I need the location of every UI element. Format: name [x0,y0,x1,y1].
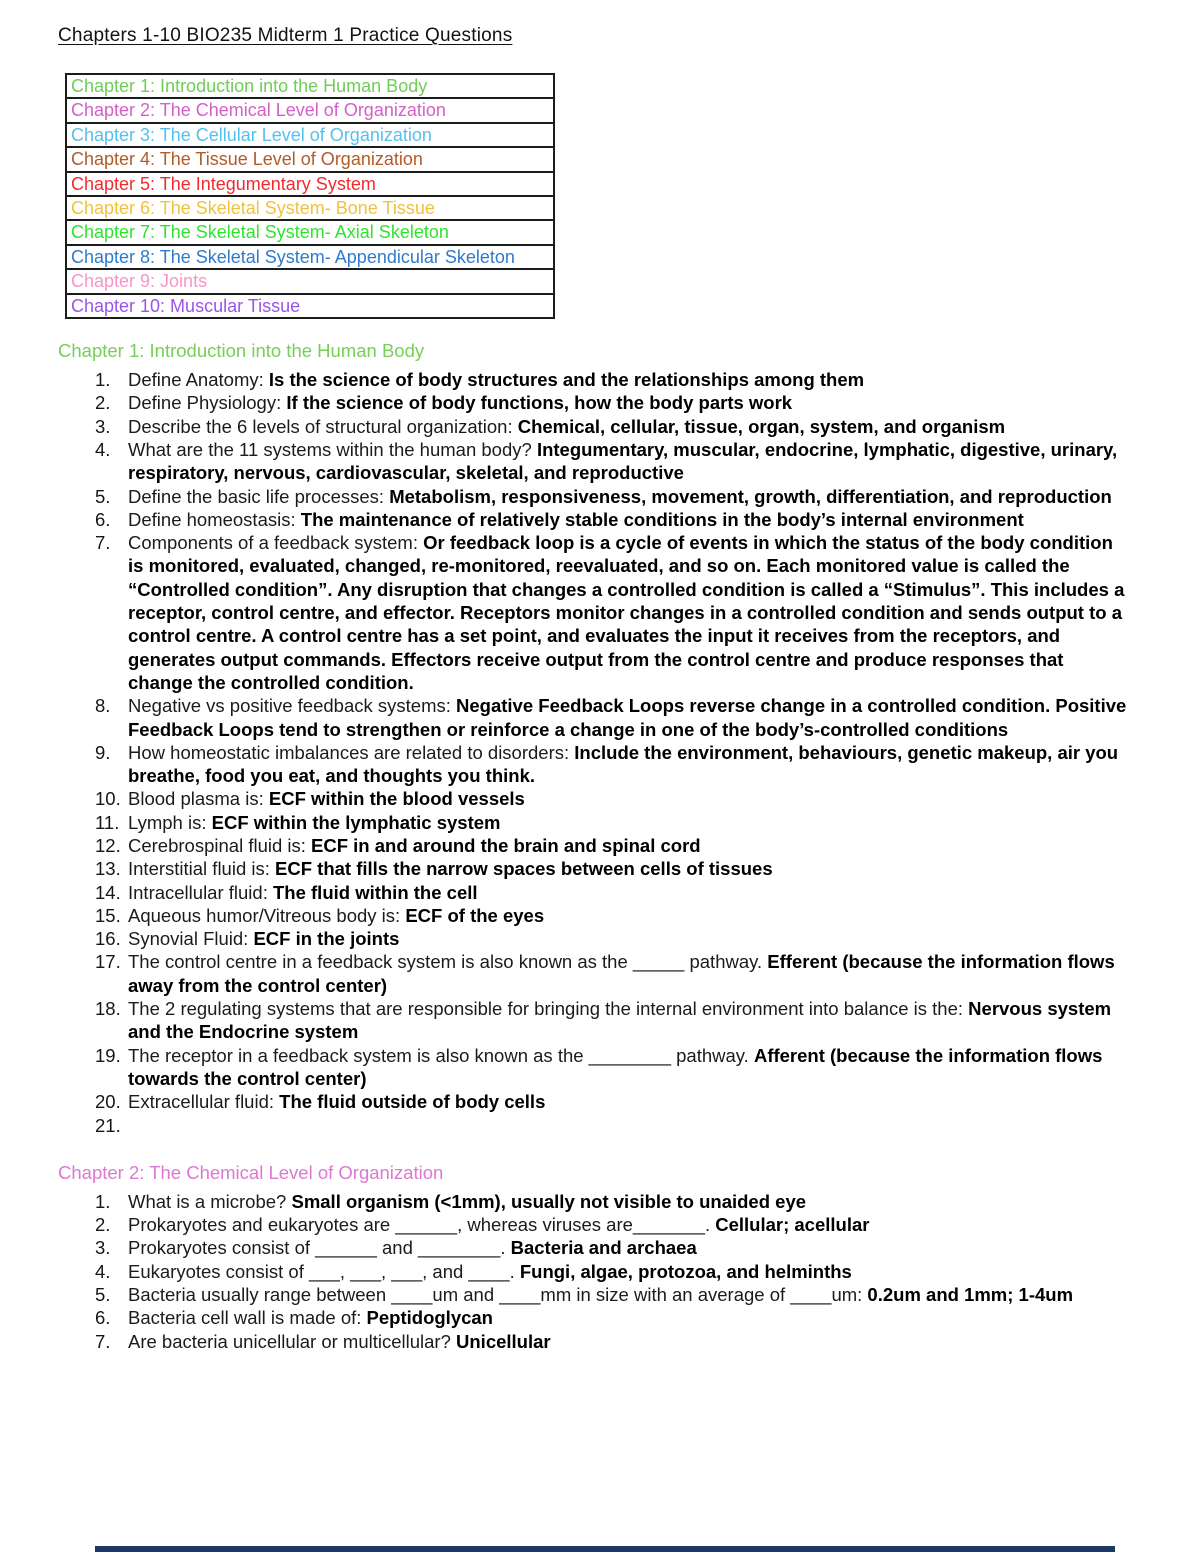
chapter-index-label: Chapter 2: The Chemical Level of Organization [66,98,554,122]
item-text [128,1044,1133,1091]
question-text: Describe the 6 levels of structural organization: [128,415,518,437]
item-number: 7. [95,532,111,554]
answer-text: ECF within the lymphatic system [211,811,501,833]
item-number: 16. [95,928,121,950]
item-number: 17. [95,951,121,973]
question-text: Intracellular fluid: [128,881,273,903]
answer-text: ECF in and around the brain and spinal cord [311,835,701,856]
item-number: 11. [95,811,120,833]
item-text [128,391,792,414]
answer-text: Chemical, cellular, tissue, organ, system, and organism [517,415,1006,437]
question-item [58,811,1160,834]
question-text: Prokaryotes consist of ______ and ________. [128,1237,511,1259]
question-text: Aqueous humor/Vitreous body is: [128,904,406,926]
item-number: 10. [95,788,121,810]
question-item [58,1090,1160,1113]
sections-container [58,340,1160,1353]
item-text [128,834,701,857]
table-row [66,269,554,293]
item-number: 2. [95,1214,111,1236]
answer-text: Unicellular [456,1330,551,1352]
question-item [58,857,1160,880]
item-number: 14. [95,881,121,903]
table-row [66,74,554,98]
chapter-index-label: Chapter 10: Muscular Tissue [66,294,554,318]
item-text [128,1283,1073,1306]
item-number: 9. [95,741,111,763]
item-text [128,1306,493,1329]
answer-text: Is the science of body structures and the relationships among them [268,369,865,391]
question-item [58,438,1160,485]
item-text [128,811,501,834]
table-row [66,294,554,318]
question-text: Components of a feedback system: [128,532,424,554]
item-text [128,508,1024,531]
answer-text: If the science of body functions, how the body parts work [286,392,793,414]
question-text: The receptor in a feedback system is also known as the ________ pathway. [128,1044,754,1066]
question-text: Prokaryotes and eukaryotes are ______, whereas viruses are_______. [128,1214,716,1236]
chapter-index-label: Chapter 8: The Skeletal System- Appendicular Skeleton [66,245,554,269]
question-item [58,1213,1160,1236]
answer-text: The fluid outside of body cells [279,1091,546,1113]
item-text [128,531,1133,694]
question-text: What is a microbe? [128,1190,292,1212]
chapter-index-label: Chapter 6: The Skeletal System- Bone Tissue [66,196,554,220]
question-item [58,531,1160,694]
answer-text: The maintenance of relatively stable conditions in the body’s internal environment [300,508,1024,530]
answer-text: Small organism (<1mm), usually not visible to unaided eye [291,1190,807,1212]
item-text [128,1236,697,1259]
item-number: 1. [95,1190,111,1212]
item-number: 6. [95,508,111,530]
question-item [58,485,1160,508]
item-text [128,950,1133,997]
item-number: 20. [95,1091,121,1113]
item-text [128,881,478,904]
item-number: 5. [95,485,111,507]
answer-text: Integumentary, muscular, endocrine, lymphatic, digestive, urinary, respiratory, nervous, cardiovascular, skeletal, and reproductive [128,438,1118,484]
item-text [128,997,1133,1044]
question-text: Bacteria cell wall is made of: [128,1307,367,1329]
section-heading: Chapter 2: The Chemical Level of Organization [58,1161,444,1183]
question-text: Define the basic life processes: [128,485,390,507]
question-item [58,904,1160,927]
item-text [128,1213,869,1236]
chapter-index-label: Chapter 4: The Tissue Level of Organization [66,147,554,171]
answer-text: ECF in the joints [253,928,400,950]
question-item [58,834,1160,857]
question-list [58,1190,1160,1353]
chapter-index-label: Chapter 5: The Integumentary System [66,172,554,196]
chapter-section [58,340,1160,1137]
question-item [58,1306,1160,1329]
question-text: How homeostatic imbalances are related to disorders: [128,741,575,763]
question-item [58,1236,1160,1259]
question-list [58,368,1160,1137]
question-item [58,1190,1160,1213]
item-number: 19. [95,1044,121,1066]
item-text [128,1090,545,1113]
answer-text: The fluid within the cell [272,881,478,903]
question-text: Blood plasma is: [128,788,269,810]
item-text [128,857,773,880]
item-number: 2. [95,392,111,414]
question-text: Lymph is: [128,811,212,833]
table-row [66,172,554,196]
item-number: 12. [95,835,121,856]
item-number: 15. [95,904,121,926]
question-text: Bacteria usually range between ____um and ____mm in size with an average of ____um: [128,1284,868,1306]
question-text: Cerebrospinal fluid is: [128,835,312,856]
chapter-index-table [65,73,555,319]
item-number: 4. [95,1260,111,1282]
table-row [66,98,554,122]
answer-text: ECF of the eyes [405,904,545,926]
item-number: 3. [95,1237,111,1259]
answer-text: ECF that fills the narrow spaces between cells of tissues [275,858,773,880]
question-text: Eukaryotes consist of ___, ___, ___, and ____. [128,1260,520,1282]
item-text [128,694,1133,741]
table-row [66,123,554,147]
chapter-index-label: Chapter 7: The Skeletal System- Axial Skeleton [66,220,554,244]
item-text [128,787,525,810]
answer-text: Negative Feedback Loops reverse change in a controlled condition. Positive Feedback Loops tend to strengthen or reinforce a change in one of the body’s-controlled conditions [128,695,1127,740]
question-item [58,881,1160,904]
item-text [128,415,1005,438]
question-item [58,391,1160,414]
item-text [128,741,1133,788]
question-text: Negative vs positive feedback systems: [128,695,457,717]
answer-text: Metabolism, responsiveness, movement, growth, differentiation, and reproduction [389,485,1112,507]
document-title: Chapters 1-10 BIO235 Midterm 1 Practice Questions [58,25,513,46]
question-text: Are bacteria unicellular or multicellular? [128,1330,457,1352]
item-text [128,1190,806,1213]
item-number: 1. [95,369,111,391]
chapter-index-label: Chapter 3: The Cellular Level of Organization [66,123,554,147]
question-item [58,1330,1160,1353]
question-item [58,1283,1160,1306]
item-number: 5. [95,1284,111,1306]
answer-text: Cellular; acellular [715,1214,870,1236]
answer-text: Fungi, algae, protozoa, and helminths [519,1260,852,1282]
question-text: Extracellular fluid: [128,1091,280,1113]
item-number: 6. [95,1307,111,1329]
question-item [58,694,1160,741]
question-item [58,950,1160,997]
item-text [128,438,1133,485]
question-item [58,1260,1160,1283]
item-text [128,485,1112,508]
answer-text: Peptidoglycan [366,1307,493,1329]
question-item [58,787,1160,810]
chapter-index-label: Chapter 1: Introduction into the Human Body [66,74,554,98]
question-text: The control centre in a feedback system is also known as the _____ pathway. [128,951,768,973]
chapter-section [58,1162,1160,1353]
item-number: 18. [95,998,121,1020]
item-text [128,1260,852,1283]
item-text [128,904,544,927]
question-text: Define Physiology: [128,392,287,414]
item-number: 21. [95,1114,121,1136]
answer-text: 0.2um and 1mm; 1-4um [867,1284,1074,1306]
table-row [66,147,554,171]
item-text [128,1330,551,1353]
item-text [128,368,864,391]
chapter-index-body [66,74,554,318]
question-text: Synovial Fluid: [128,928,254,950]
answer-text: Bacteria and archaea [510,1237,697,1259]
item-number: 8. [95,695,111,717]
answer-text: Or feedback loop is a cycle of events in which the status of the body condition is monitored, evaluated, changed, re-monitored, reevaluated, and so on. Each monitored value is called the “Controlled condition”. Any disruption that changes a controlled condition is called a “Stimulus”. This includes a receptor, control centre, and effector. Receptors monitor changes in a controlled condition and sends output to a control centre. A control centre has a set point, and evaluates the input it receives from the receptors, and generates output commands. Effectors receive output from the control centre and produce responses that change the controlled condition. [128,532,1125,693]
answer-text: Nervous system and the Endocrine system [128,998,1112,1043]
section-heading: Chapter 1: Introduction into the Human Body [58,340,425,362]
table-row [66,220,554,244]
item-text [128,927,399,950]
question-text: The 2 regulating systems that are responsible for bringing the internal environment into balance is the: [128,998,969,1020]
question-item [58,508,1160,531]
answer-text: Afferent (because the information flows towards the control center) [128,1044,1103,1089]
answer-text: ECF within the blood vessels [268,788,525,810]
answer-text: Include the environment, behaviours, genetic makeup, air you breathe, food you eat, and thoughts you think. [128,741,1119,787]
question-item [58,741,1160,788]
item-number: 7. [95,1330,111,1352]
next-page-edge [95,1546,1115,1552]
question-item [58,368,1160,391]
question-text: Define Anatomy: [128,369,269,391]
table-row [66,245,554,269]
question-text: What are the 11 systems within the human body? [128,438,537,460]
table-row [66,196,554,220]
question-item [58,1114,1160,1137]
question-item [58,997,1160,1044]
question-item [58,415,1160,438]
question-item [58,1044,1160,1091]
question-item [58,927,1160,950]
question-text: Interstitial fluid is: [128,858,276,880]
item-number: 13. [95,858,121,880]
item-number: 4. [95,438,111,460]
question-text: Define homeostasis: [128,508,301,530]
item-number: 3. [95,415,111,437]
answer-text: Efferent (because the information flows away from the control center) [128,951,1115,996]
chapter-index-label: Chapter 9: Joints [66,269,554,293]
